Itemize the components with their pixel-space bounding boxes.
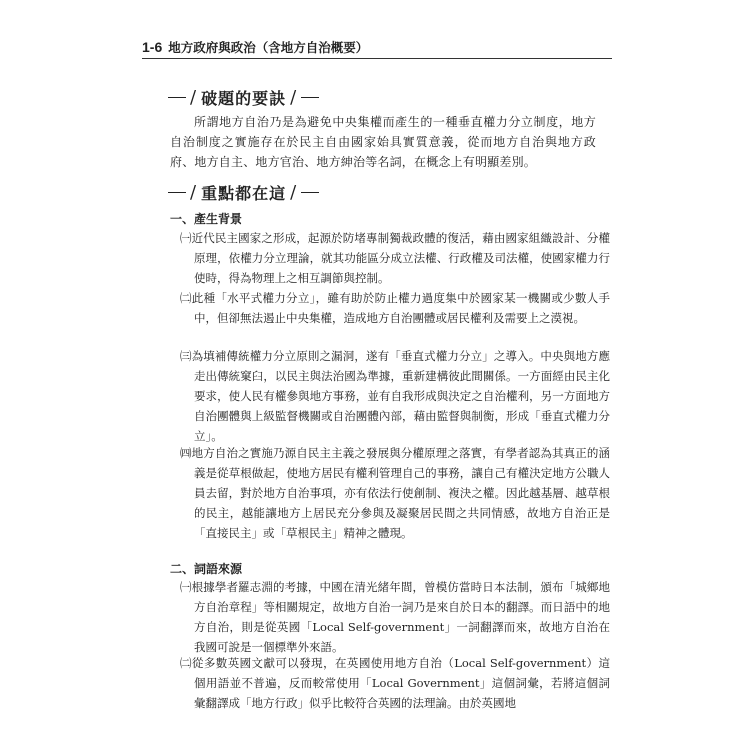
decorative-line	[168, 192, 186, 193]
decorative-slash: /	[290, 182, 298, 203]
intro-paragraph: 所謂地方自治乃是為避免中央集權而產生的一種垂直權力分立制度，地方自治制度之實施存在於民主自由國家始具實質意義，從而地方自治與地方政府、地方自主、地方官治、地方紳治等名詞，在概念上有明顯差別。	[170, 115, 596, 169]
list-item: ㈣地方自治之實施乃源自民主主義之發展與分權原理之落實，有學者認為其真正的涵義是從草根做起，使地方居民有權利管理自己的事務，讓自己有權決定地方公職人員去留，對於地方自治事項，亦有依法行使創制、複決之權。因此越基層、越草根的民主，越能讓地方上居民充分參與及凝聚居民間之共同情感，故地方自治正是「直接民主」或「草根民主」精神之體現。	[180, 446, 610, 540]
header-rule	[142, 58, 612, 59]
decorative-slash: /	[290, 87, 298, 108]
list-item: ㈢為填補傳統權力分立原則之漏洞，遂有「垂直式權力分立」之導入。中央與地方應走出傳統窠臼，以民主與法治國為準據，重新建構彼此間關係。一方面經由民主化要求，使人民有權參與地方事務，並有自我形成與決定之自治權利，另一方面地方自治團體與上級監督機關或自治團體內部，藉由監督與制衡，形成「垂直式權力分立」。	[180, 349, 610, 443]
page-number: 1-6	[142, 39, 163, 55]
section-heading-2	[168, 181, 319, 204]
list-item: ㈠近代民主國家之形成，起源於防堵專制獨裁政體的復活，藉由國家組織設計、分權原理，依權力分立理論，就其功能區分成立法權、行政權及司法權，使國家權力行使時，得為物理上之相互調節與控制。	[180, 231, 610, 285]
list-item: ㈡此種「水平式權力分立」，雖有助於防止權力過度集中於國家某一機關或少數人手中，但卻無法遏止中央集權，造成地方自治團體或居民權利及需要上之漠視。	[180, 291, 610, 325]
subheading-background: 一、產生背景	[170, 212, 243, 226]
subheading-origin: 二、詞語來源	[170, 562, 243, 576]
decorative-line	[301, 192, 319, 193]
section-heading-1	[168, 86, 319, 109]
list-item: ㈡從多數英國文獻可以發現，在英國使用地方自治（Local Self-government）這個用語並不普遍，反而較常使用「Local Government」這個詞彙，若將這個詞彙翻譯成「地方行政」似乎比較符合英國的法理論。由於英國地	[180, 656, 610, 710]
decorative-line	[301, 97, 319, 98]
section-title: 重點都在這	[201, 184, 287, 203]
section-title: 破題的要訣	[201, 89, 287, 108]
decorative-slash: /	[190, 182, 198, 203]
header-title: 地方政府與政治（含地方自治概要）	[168, 40, 369, 55]
list-item: ㈠根據學者羅志淵的考據，中國在清光緒年間，曾模仿當時日本法制，頒布「城鄉地方自治章程」等相關規定，故地方自治一詞乃是來自於日本的翻譯。而日語中的地方自治，則是從英國「Local Self-government」一詞翻譯而來，故地方自治在我國可說是一個標準外來語。	[180, 580, 610, 654]
decorative-slash: /	[190, 87, 198, 108]
page-header	[142, 38, 368, 56]
decorative-line	[168, 97, 186, 98]
